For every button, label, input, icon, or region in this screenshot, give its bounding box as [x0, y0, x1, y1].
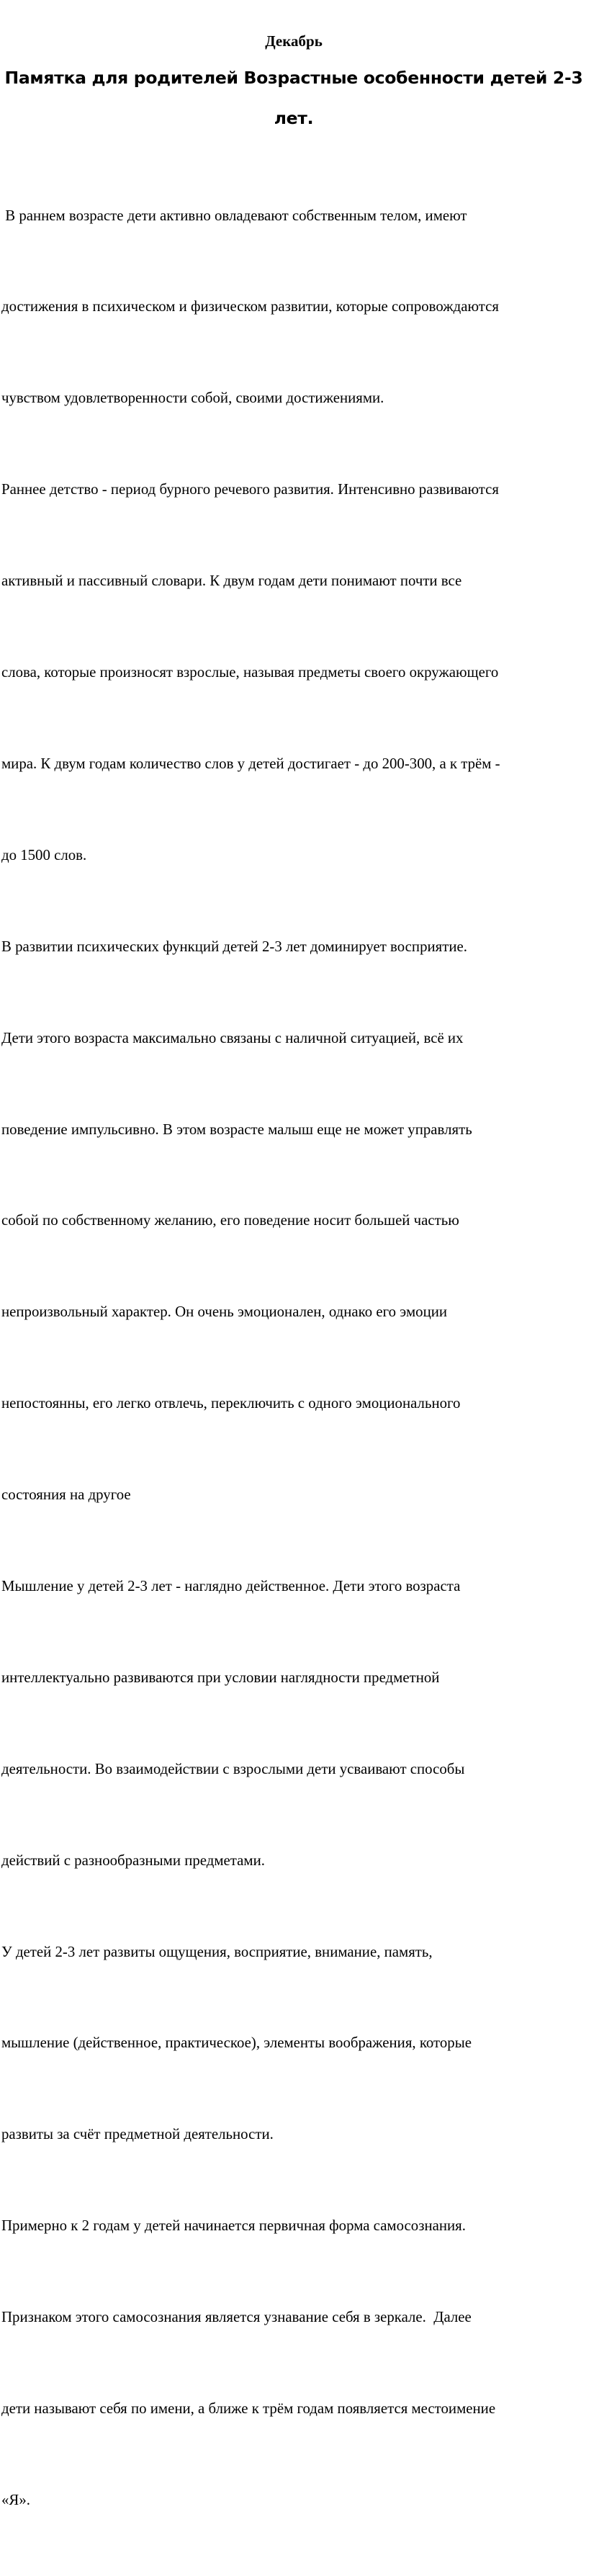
- body-line: мышление (действенное, практическое), элементы воображения, которые: [1, 2034, 472, 2052]
- body-line: чувством удовлетворенности собой, своими достижениями.: [1, 389, 384, 407]
- document-body: [1, 139, 599, 2576]
- body-line: развиты за счёт предметной деятельности.: [1, 2125, 274, 2143]
- body-line: собой по собственному желанию, его поведение носит большей частью: [1, 1211, 459, 1229]
- body-line: непроизвольный характер. Он очень эмоционален, однако его эмоции: [1, 1303, 448, 1321]
- body-line: Раннее детство - период бурного речевого развития. Интенсивно развиваются: [1, 480, 499, 498]
- body-line: активный и пассивный словари. К двум годам дети понимают почти все: [1, 572, 462, 590]
- body-line: действий с разнообразными предметами.: [1, 1851, 265, 1869]
- body-line: до 1500 слов.: [1, 845, 87, 863]
- body-line: интеллектуально развиваются при условии наглядности предметной: [1, 1668, 440, 1686]
- body-line: У детей 2-3 лет развиты ощущения, восприятие, внимание, память,: [1, 1942, 433, 1960]
- body-line: Признаком этого самосознания является узнавание себя в зеркале. Далее: [1, 2308, 472, 2326]
- body-line: Дети этого возраста максимально связаны с наличной ситуацией, всё их: [1, 1028, 464, 1046]
- body-line: мира. К двум годам количество слов у детей достигает - до 200-300, а к трём -: [1, 754, 500, 772]
- month-heading: Декабрь: [265, 32, 323, 50]
- body-line: деятельности. Во взаимодействии с взрослыми дети усваивают способы: [1, 1759, 465, 1777]
- body-line: Мышление у детей 2-3 лет - наглядно действенное. Дети этого возраста: [1, 1576, 461, 1594]
- body-line: непостоянны, его легко отвлечь, переключить с одного эмоционального: [1, 1394, 461, 1412]
- body-line: состояния на другое: [1, 1486, 131, 1504]
- body-line: поведение импульсивно. В этом возрасте малыш еще не может управлять: [1, 1120, 472, 1138]
- document-title: Памятка для родителей Возрастные особенности детей 2-3 лет.: [4, 68, 583, 128]
- body-line: слова, которые произносят взрослые, называя предметы своего окружающего: [1, 663, 499, 681]
- body-line: достижения в психическом и физическом развитии, которые сопровождаются: [1, 297, 499, 315]
- body-line: дети называют себя по имени, а ближе к трём годам появляется местоимение: [1, 2399, 496, 2417]
- body-line: Примерно к 2 годам у детей начинается первичная форма самосознания.: [1, 2217, 466, 2235]
- body-line: «Я».: [1, 2490, 30, 2508]
- body-line: В раннем возрасте дети активно овладевают собственным телом, имеют: [1, 206, 467, 224]
- body-line: В развитии психических функций детей 2-3 лет доминирует восприятие.: [1, 937, 467, 955]
